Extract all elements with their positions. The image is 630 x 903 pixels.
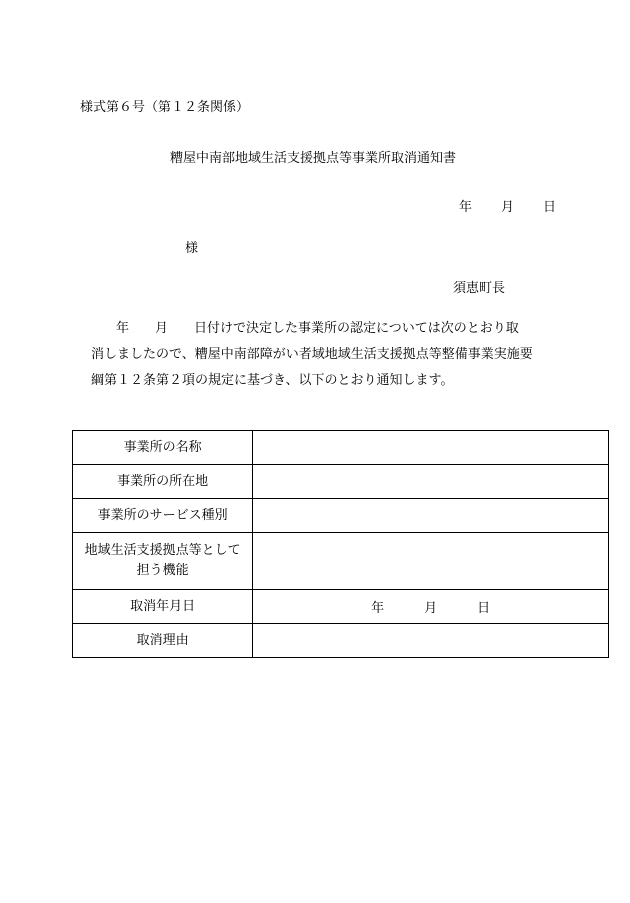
addressee: 様 <box>185 241 199 256</box>
table-row <box>73 431 609 465</box>
body-line: 綱第１２条第２項の規定に基づき、以下のとおり通知します。 <box>91 373 454 388</box>
row-label: 取消年月日 <box>73 590 253 624</box>
form-number: 様式第６号（第１２条関係） <box>80 100 250 115</box>
document-title: 糟屋中南部地域生活支援拠点等事業所取消通知書 <box>170 151 457 166</box>
row-label-line: 地域生活支援拠点等として <box>84 543 241 558</box>
issue-date-day: 日 <box>543 200 557 215</box>
row-label-line: 担う機能 <box>136 563 189 578</box>
row-value <box>253 499 609 533</box>
table-row <box>73 499 609 533</box>
cancel-date-day: 日 <box>477 601 491 616</box>
row-label: 事業所の名称 <box>73 431 253 465</box>
sender: 須恵町長 <box>453 281 506 296</box>
body-line: 消しましたので、糟屋中南部障がい者域地域生活支援拠点等整備事業実施要 <box>91 347 533 362</box>
row-label <box>73 533 253 590</box>
table-row <box>73 590 609 624</box>
cancel-date-value <box>253 590 609 624</box>
body-line: 年 月 日付けで決定した事業所の認定については次のとおり取 <box>103 321 519 336</box>
table-row <box>73 533 609 590</box>
issue-date-year: 年 <box>459 200 473 215</box>
issue-date-month: 月 <box>501 200 515 215</box>
table-row <box>73 624 609 658</box>
row-value <box>253 533 609 590</box>
body-text <box>91 316 561 394</box>
row-value <box>253 624 609 658</box>
row-value <box>253 431 609 465</box>
issue-date <box>459 196 556 215</box>
cancel-date-year: 年 <box>371 601 385 616</box>
cancel-date-month: 月 <box>424 601 438 616</box>
details-table <box>72 430 609 658</box>
row-label: 事業所のサービス種別 <box>73 499 253 533</box>
row-value <box>253 465 609 499</box>
table-row <box>73 465 609 499</box>
row-label: 取消理由 <box>73 624 253 658</box>
row-label: 事業所の所在地 <box>73 465 253 499</box>
